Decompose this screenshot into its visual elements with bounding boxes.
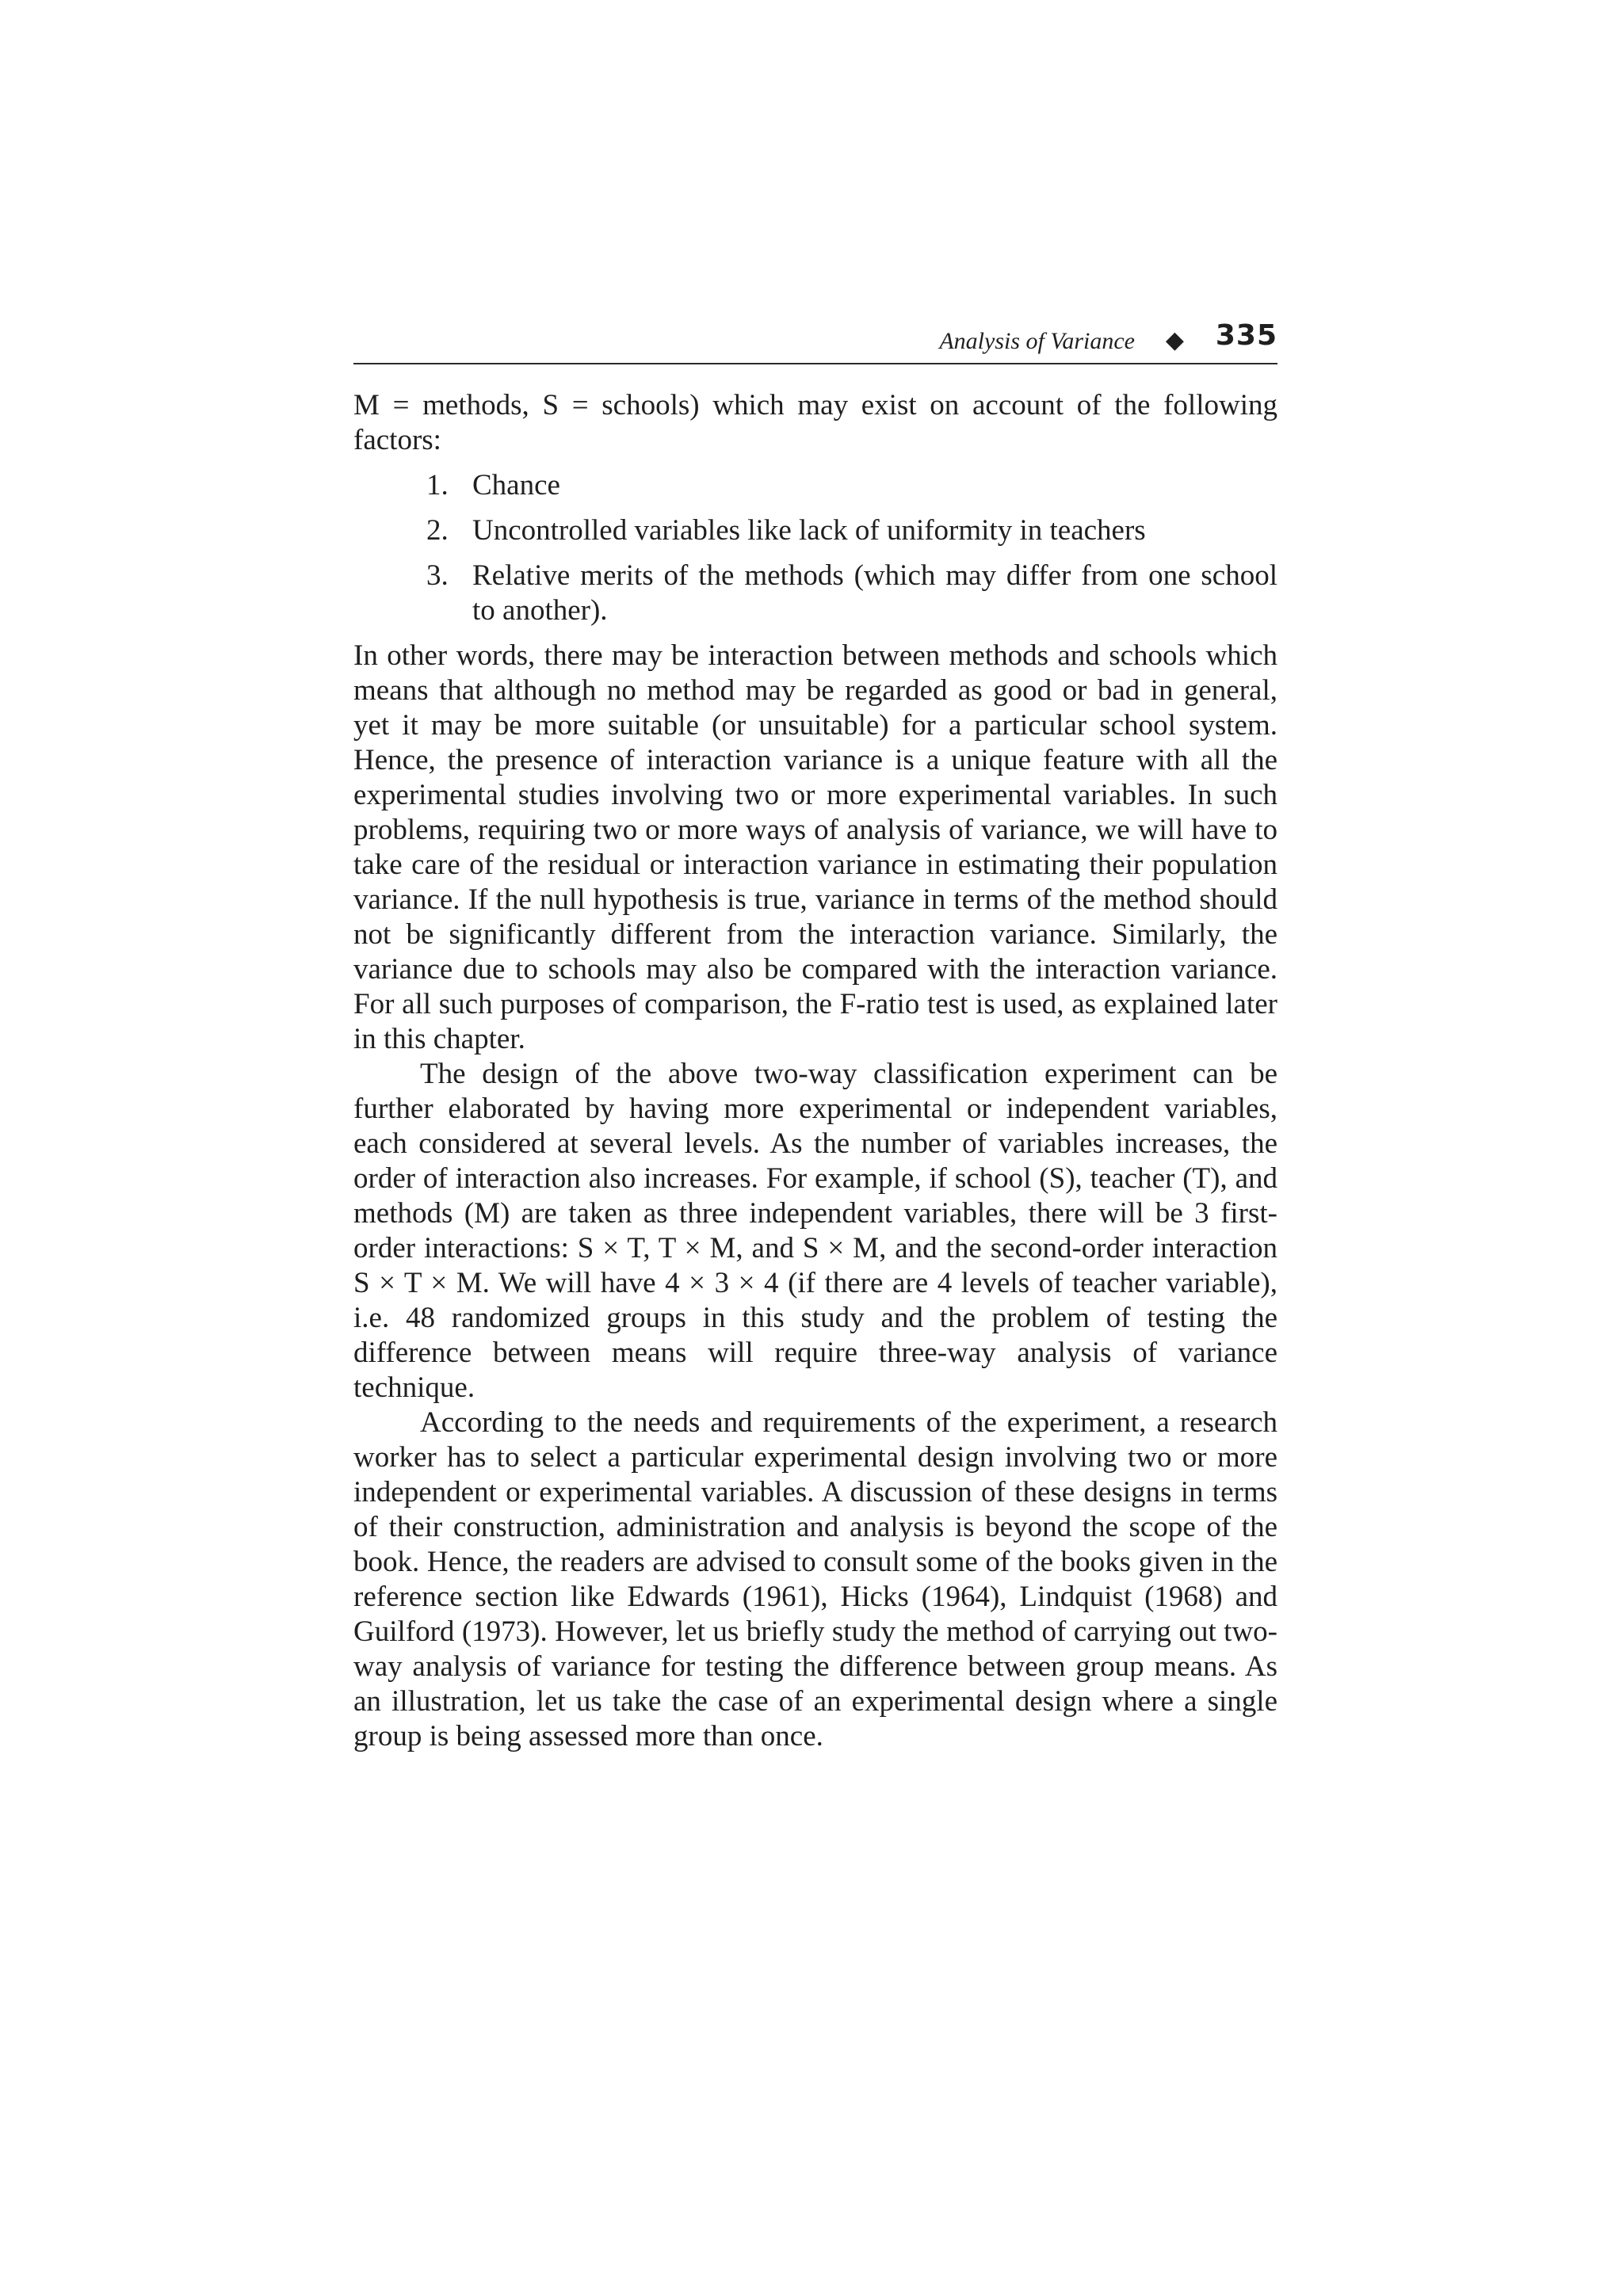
- list-item-number: 2.: [426, 514, 449, 547]
- list-item-text: Chance: [472, 469, 560, 502]
- running-title: Analysis of Variance: [939, 328, 1135, 354]
- paragraph: According to the needs and requirements of the experiment, a research worker has to select a particular experimental design involving two or more independent or experimental variables. A discussion of these designs in terms of their construction, administration and analysis is beyond the scope of the book. Hence, the readers are advised to consult some of the books given in the reference section like Edwards (1961), Hicks (1964), Lindquist (1968) and Guilford (1973). However, let us briefly study the method of carrying out two-way analysis of variance for testing the difference between group means. As an illustration, let us take the case of an experimental design where a single group is being assessed more than once.: [353, 1406, 1277, 1753]
- diamond-icon: ◆: [1165, 327, 1184, 353]
- list-item-text: Relative merits of the methods (which may differ from one school to another).: [472, 559, 1277, 627]
- list-item: [420, 468, 1277, 503]
- list-item: [420, 559, 1277, 628]
- intro-text: M = methods, S = schools) which may exist on account of the following factors:: [353, 389, 1277, 456]
- page-header: [353, 317, 1277, 364]
- paragraph: The design of the above two-way classification experiment can be further elaborated by having more experimental or independent variables, each considered at several levels. As the number of variables increases, the order of interaction also increases. For example, if school (S), teacher (T), and methods (M) are taken as three independent variables, there will be 3 first-order interactions: S × T, T × M, and S × M, and the second-order interaction S × T × M. We will have 4 × 3 × 4 (if there are 4 levels of teacher variable), i.e. 48 randomized groups in this study and the problem of testing the difference between means will require three-way analysis of variance technique.: [353, 1058, 1277, 1404]
- page-body: [353, 388, 1277, 1754]
- list-item: [420, 513, 1277, 548]
- factor-list: [420, 468, 1277, 628]
- list-item-number: 3.: [426, 559, 449, 592]
- list-item-number: 1.: [426, 469, 449, 502]
- paragraph: In other words, there may be interaction between methods and schools which means that although no method may be regarded as good or bad in general, yet it may be more suitable (or unsuitable) for a particular school system. Hence, the presence of interaction variance is a unique feature with all the experimental studies involving two or more experimental variables. In such problems, requiring two or more ways of analysis of variance, we will have to take care of the residual or interaction variance in estimating their population variance. If the null hypothesis is true, variance in terms of the method should not be significantly different from the interaction variance. Similarly, the variance due to schools may also be compared with the interaction variance. For all such purposes of comparison, the F-ratio test is used, as explained later in this chapter.: [353, 639, 1277, 1055]
- page-number: 335: [1215, 319, 1277, 352]
- list-item-text: Uncontrolled variables like lack of uniformity in teachers: [472, 514, 1146, 547]
